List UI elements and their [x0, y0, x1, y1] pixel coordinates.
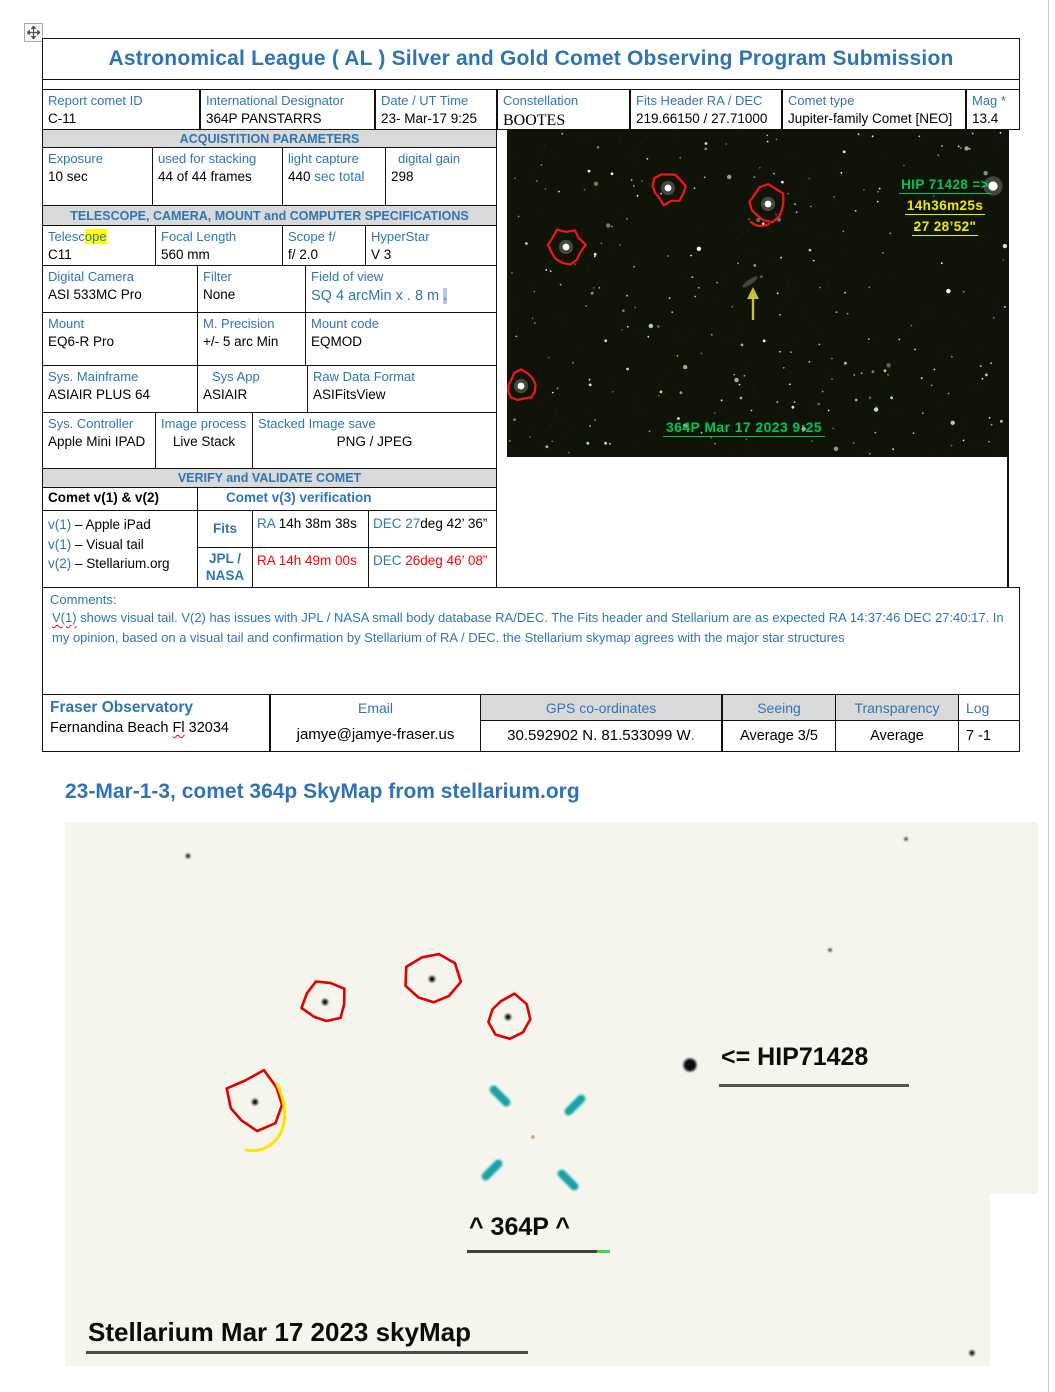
field-stacked-image-save: Stacked Image save PNG / JPEG	[252, 412, 497, 469]
field-comet-type: Comet type Jupiter-family Comet [NEO]	[782, 89, 966, 130]
skymap-hip-label: <= HIP71428	[721, 1043, 869, 1071]
field-constellation: Constellation BOOTES	[497, 89, 630, 130]
field-m-precision: M. Precision +/- 5 arc Min	[197, 312, 306, 366]
photo-hip-ra: 14h36m25s	[906, 198, 984, 213]
footer-log: Log 7 -1	[958, 694, 1020, 752]
field-focal-length: Focal Length 560 mm	[155, 225, 283, 266]
footer-observatory: Fraser Observatory Fernandina Beach Fl 32034	[42, 694, 270, 752]
field-light-capture: light capture 440 sec total	[282, 147, 386, 206]
field-date-ut-time: Date / UT Time 23- Mar-17 9:25	[375, 89, 497, 130]
field-used-for-stacking: used for stacking 44 of 44 frames	[152, 147, 283, 206]
skymap-heading: 23-Mar-1-3, comet 364p SkyMap from stellarium.org	[65, 780, 580, 803]
skymap-comet-label: ^ 364P ^	[469, 1213, 571, 1241]
field-field-of-view: Field of view SQ 4 arcMin x . 8 m .	[305, 265, 497, 313]
skymap-caption-underline	[86, 1351, 528, 1354]
skymap-comet-underline	[467, 1250, 597, 1253]
move-arrows-icon	[27, 26, 40, 39]
v-item: v(1) – Visual tail	[48, 536, 144, 552]
field-fits-header-ra-dec: Fits Header RA / DEC 219.66150 / 27.71000	[630, 89, 782, 130]
field-digital-camera: Digital Camera ASI 533MC Pro	[42, 265, 198, 313]
footer-email: Email jamye@jamye-fraser.us	[270, 694, 481, 752]
field-sys-app: Sys App ASIAIR	[197, 365, 308, 413]
verify-col1-header: Comet v(1) & v(2)	[42, 487, 198, 511]
verify-jpl-ra: RA 14h 49m 00s	[252, 547, 369, 588]
footer-gps: GPS co-ordinates 30.592902 N. 81.533099 W .	[480, 694, 722, 752]
field-telescope: Telescope C11	[42, 225, 156, 266]
v-item: v(2) – Stellarium.org	[48, 556, 170, 572]
field-mount-code: Mount code EQMOD	[305, 312, 497, 366]
form-title-text: Astronomical League ( AL ) Silver and Gold Comet Observing Program Submission	[108, 47, 954, 70]
field-digital-gain: digital gain 298	[385, 147, 497, 206]
highlighted-text: ope	[84, 229, 107, 244]
field-exposure: Exposure 10 sec	[42, 147, 153, 206]
field-mount: Mount EQ6-R Pro	[42, 312, 198, 366]
comments-box[interactable]: Comments: V(1) shows visual tail. V(2) has issues with JPL / NASA small body database RA/DEC. The Fits header and Stellarium are as expected RA 14:37:46 DEC 27:40:17. In my opinion, based on a visual tail and confirmation by Stellarium of RA / DEC. the Stellarium skymap agrees with the major star structures	[42, 587, 1020, 695]
field-image-process: Image process Live Stack	[155, 412, 253, 469]
stellarium-skymap-image	[65, 822, 990, 1366]
specs-section-header: TELESCOPE, CAMERA, MOUNT and COMPUTER SPECIFICATIONS	[42, 205, 497, 226]
field-raw-data-format: Raw Data Format ASIFitsView	[307, 365, 497, 413]
verify-col2-header: Comet v(3) verification	[197, 487, 497, 511]
field-report-comet-id: Report comet ID C-11	[42, 89, 200, 130]
skymap-comet-underline-tip	[597, 1250, 610, 1253]
verify-fits-source: Fits	[197, 510, 253, 548]
field-sys-controller: Sys. Controller Apple Mini IPAD	[42, 412, 156, 469]
photo-hip-annotation	[899, 174, 991, 237]
footer-transparency: Transparency Average	[835, 694, 959, 752]
skymap-caption: Stellarium Mar 17 2023 skyMap	[88, 1317, 471, 1347]
field-filter: Filter None	[197, 265, 306, 313]
comments-text: V(1) shows visual tail. V(2) has issues with JPL / NASA small body database RA/DEC. The Fits header and Stellarium are as expected RA 14:37:46 DEC 27:40:17. In my opinion, based on a visual tail and confirmation by Stellarium of RA / DEC. the Stellarium skymap agrees with the major star structures	[52, 610, 1004, 645]
verify-v-list	[42, 510, 198, 588]
verify-fits-dec: DEC 27deg 42’ 36”	[368, 510, 497, 548]
skymap-graphics	[65, 822, 1038, 1366]
field-sys-mainframe: Sys. Mainframe ASIAIR PLUS 64	[42, 365, 198, 413]
skymap-hip-underline	[719, 1084, 909, 1087]
photo-hip-label: HIP 71428 =>	[901, 177, 989, 192]
verify-section-header: VERIFY and VALIDATE COMET	[42, 468, 497, 488]
form-title	[42, 38, 1020, 80]
photo-caption: 364P Mar 17 2023 9:25	[663, 419, 825, 435]
verify-jpl-dec: DEC 26deg 46’ 08”	[368, 547, 497, 588]
verify-jpl-source: JPL / NASA	[197, 547, 253, 588]
field-mag: Mag * 13.4	[966, 89, 1020, 130]
photo-hip-dec: 27 28’52"	[913, 219, 977, 234]
footer-seeing: Seeing Average 3/5	[722, 694, 836, 752]
acquisition-section-header: ACQUISTITION PARAMETERS	[42, 129, 497, 148]
table-border-line	[1007, 130, 1009, 588]
verify-fits-ra: RA 14h 38m 38s	[252, 510, 369, 548]
field-international-designator: International Designator 364P PANSTARRS	[200, 89, 375, 130]
table-move-handle-icon[interactable]	[24, 23, 43, 42]
v-item: v(1) – Apple iPad	[48, 517, 151, 532]
field-hyperstar: HyperStar V 3	[365, 225, 497, 266]
scrollbar-divider[interactable]	[1048, 0, 1049, 1392]
comet-starfield-photo	[507, 130, 1007, 457]
field-scope-f: Scope f/ f/ 2.0	[282, 225, 366, 266]
